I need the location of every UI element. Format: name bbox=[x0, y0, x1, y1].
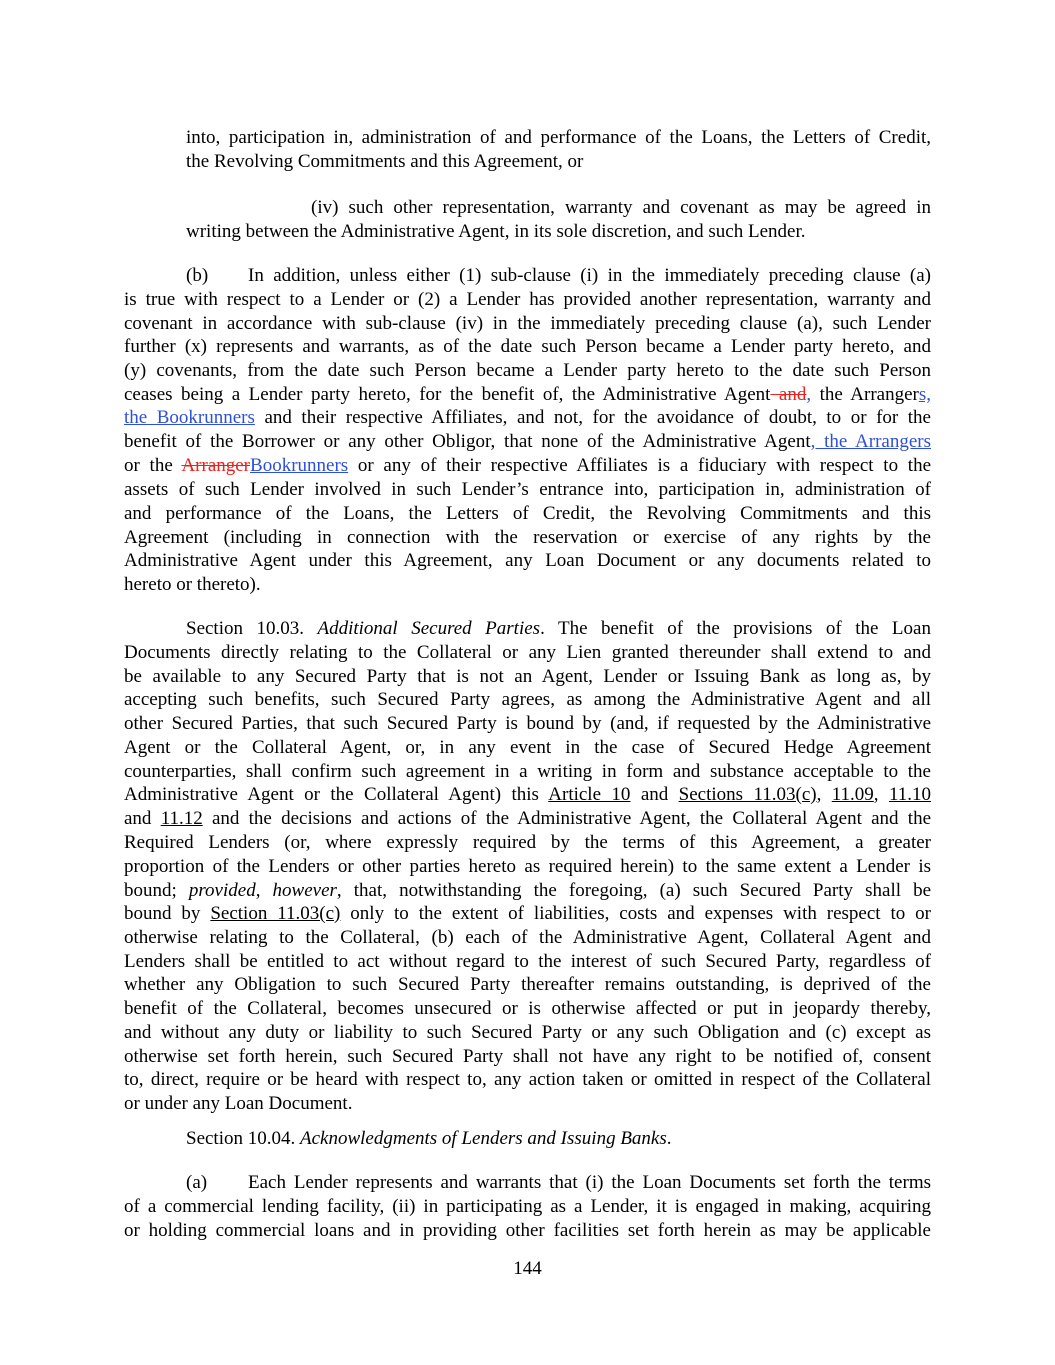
clause-b-line bbox=[124, 430, 931, 454]
inserted-text: s, bbox=[918, 384, 932, 405]
text-run: or the bbox=[124, 455, 182, 476]
section-10-03-heading-line bbox=[186, 617, 931, 641]
section-10-03-line bbox=[124, 783, 931, 807]
text-run: or under any Loan Document. bbox=[124, 1093, 353, 1114]
clause-b-line bbox=[124, 335, 931, 359]
section-10-03-line bbox=[124, 950, 931, 974]
text-run: Documents directly relating to the Collateral or any Lien granted thereunder shall extend to and bbox=[124, 642, 931, 663]
clause-a-line bbox=[248, 1171, 931, 1195]
text-run: whether any Obligation to such Secured Party thereafter remains outstanding, is deprived of the bbox=[124, 974, 931, 995]
cross-reference: Section 11.03(c) bbox=[210, 903, 341, 924]
text-run: or holding commercial loans and in providing other facilities set forth herein as may be applicable bbox=[124, 1220, 931, 1241]
text-run: writing between the Administrative Agent, in its sole discretion, and such Lender. bbox=[186, 221, 806, 242]
text-run: only to the extent of liabilities, costs and expenses with respect to or bbox=[340, 903, 932, 924]
paragraph-line bbox=[186, 126, 931, 150]
text-run: bound; bbox=[124, 880, 189, 901]
text-run: Each Lender represents and warrants that (i) the Loan Documents set forth the terms bbox=[248, 1172, 931, 1193]
clause-b-line bbox=[124, 406, 931, 430]
clause-b-line bbox=[124, 312, 931, 336]
section-10-03-line bbox=[124, 1092, 931, 1116]
clause-b-label: (b) bbox=[186, 265, 209, 286]
text-run: , bbox=[873, 784, 889, 805]
text-run: into, participation in, administration of and performance of the Loans, the Letters of Credit, bbox=[186, 127, 931, 148]
section-10-03-line bbox=[124, 1045, 931, 1069]
text-run: otherwise set forth herein, such Secured Party shall not have any right to be notified of, consent bbox=[124, 1046, 931, 1067]
text-run: and without any duty or liability to such Secured Party or any such Obligation and (c) except as bbox=[124, 1022, 931, 1043]
text-run: ceases being a Lender party hereto, for the benefit of, the Administrative Agent bbox=[124, 384, 771, 405]
clause-iv-line bbox=[311, 196, 931, 220]
clause-b-line bbox=[248, 264, 931, 288]
text-run: to, direct, require or be heard with respect to, any action taken or omitted in respect of the Collateral bbox=[124, 1069, 931, 1090]
section-10-03-line bbox=[124, 902, 931, 926]
text-run: and their respective Affiliates, and not, for the avoidance of doubt, to or for the bbox=[254, 407, 931, 428]
clause-b-line bbox=[124, 526, 931, 550]
text-run: further (x) represents and warrants, as of the date such Person became a Lender party hereto, and bbox=[124, 336, 931, 357]
text-run: (iv) such other representation, warranty and covenant as may be agreed in bbox=[311, 197, 931, 218]
deleted-text: and bbox=[770, 384, 807, 405]
inserted-text: , bbox=[806, 384, 812, 405]
text-run: , bbox=[816, 784, 832, 805]
clause-b-line bbox=[124, 478, 931, 502]
text-run: . The benefit of the provisions of the Loan bbox=[540, 618, 931, 639]
text-run: . bbox=[666, 1128, 672, 1149]
italic-term: however bbox=[272, 880, 337, 901]
text-run: (y) covenants, from the date such Person became a Lender party hereto to the date such Person bbox=[124, 360, 931, 381]
text-run: In addition, unless either (1) sub-clause (i) in the immediately preceding clause (a) bbox=[248, 265, 931, 286]
text-run: otherwise relating to the Collateral, (b) each of the Administrative Agent, Collateral Agent and bbox=[124, 927, 931, 948]
clause-a-line bbox=[124, 1195, 931, 1219]
section-10-03-line bbox=[124, 641, 931, 665]
text-run: be available to any Secured Party that is not an Agent, Lender or Issuing Bank as long as, by bbox=[124, 666, 931, 687]
inserted-text: , the Arrangers bbox=[810, 431, 931, 452]
section-10-03-line bbox=[124, 973, 931, 997]
clause-b-line bbox=[124, 359, 931, 383]
section-10-03-line bbox=[124, 807, 931, 831]
section-10-03-line bbox=[124, 1068, 931, 1092]
page-number: 144 bbox=[513, 1258, 542, 1279]
text-run: and the decisions and actions of the Administrative Agent, the Collateral Agent and the bbox=[202, 808, 932, 829]
text-run: is true with respect to a Lender or (2) a Lender has provided another representation, warranty and bbox=[124, 289, 931, 310]
clause-a-label: (a) bbox=[186, 1172, 208, 1193]
clause-b-line bbox=[124, 454, 931, 478]
text-run: the Arranger bbox=[811, 384, 919, 405]
text-run: Lenders shall be entitled to act without regard to the interest of such Secured Party, regardless of bbox=[124, 951, 931, 972]
text-run: , bbox=[255, 880, 273, 901]
text-run: and bbox=[124, 808, 161, 829]
section-title: Acknowledgments of Lenders and Issuing Banks bbox=[300, 1128, 667, 1149]
text-run: and bbox=[630, 784, 679, 805]
section-10-03-line bbox=[124, 855, 931, 879]
text-run: benefit of the Borrower or any other Obligor, that none of the Administrative Agent bbox=[124, 431, 811, 452]
text-run: accepting such benefits, such Secured Party agrees, as among the Administrative Agent and all bbox=[124, 689, 931, 710]
section-10-03-line bbox=[124, 665, 931, 689]
section-10-03-line bbox=[124, 879, 931, 903]
cross-reference: 11.10 bbox=[888, 784, 931, 805]
cross-reference: Sections 11.03(c) bbox=[678, 784, 817, 805]
section-10-03-line bbox=[124, 831, 931, 855]
section-number: Section 10.03. bbox=[186, 618, 318, 639]
clause-b-line bbox=[124, 549, 931, 573]
inserted-text: Bookrunners bbox=[250, 455, 349, 476]
section-title: Additional Secured Parties bbox=[317, 618, 541, 639]
text-run: Agent or the Collateral Agent, or, in any event in the case of Secured Hedge Agreement bbox=[124, 737, 931, 758]
italic-term: provided bbox=[188, 880, 256, 901]
cross-reference: Article 10 bbox=[548, 784, 631, 805]
text-run: benefit of the Collateral, becomes unsecured or is otherwise affected or put in jeopardy thereby, bbox=[124, 998, 931, 1019]
text-run: other Secured Parties, that such Secured Party is bound by (and, if requested by the Administrative bbox=[124, 713, 931, 734]
inserted-text: the Bookrunners bbox=[124, 407, 255, 428]
text-run: Administrative Agent under this Agreement, any Loan Document or any documents related to bbox=[124, 550, 931, 571]
clause-b-line bbox=[124, 288, 931, 312]
clause-a-line bbox=[124, 1219, 931, 1243]
section-10-03-line bbox=[124, 712, 931, 736]
text-run: , that, notwithstanding the foregoing, (a) such Secured Party shall be bbox=[336, 880, 932, 901]
clause-b-line bbox=[124, 502, 931, 526]
text-run: bound by bbox=[124, 903, 211, 924]
cross-reference: 11.09 bbox=[831, 784, 874, 805]
clause-b-line bbox=[124, 573, 931, 597]
clause-iv-line bbox=[186, 220, 931, 244]
section-10-03-line bbox=[124, 688, 931, 712]
text-run: proportion of the Lenders or other parties hereto as required herein) to the same extent a Lender is bbox=[124, 856, 931, 877]
text-run: assets of such Lender involved in such Lender’s entrance into, participation in, administration of bbox=[124, 479, 931, 500]
text-run: hereto or thereto). bbox=[124, 574, 261, 595]
text-run: covenant in accordance with sub-clause (iv) in the immediately preceding clause (a), such Lender bbox=[124, 313, 931, 334]
deleted-text: Arranger bbox=[181, 455, 251, 476]
clause-b-line bbox=[124, 383, 931, 407]
section-10-03-line bbox=[124, 1021, 931, 1045]
section-10-03-line bbox=[124, 736, 931, 760]
paragraph-line bbox=[186, 150, 931, 174]
text-run: Administrative Agent or the Collateral Agent) this bbox=[124, 784, 549, 805]
text-run: of a commercial lending facility, (ii) in participating as a Lender, it is engaged in making, acquiring bbox=[124, 1196, 931, 1217]
section-10-03-line bbox=[124, 760, 931, 784]
text-run: and performance of the Loans, the Letters of Credit, the Revolving Commitments and this bbox=[124, 503, 931, 524]
text-run: Required Lenders (or, where expressly required by the terms of this Agreement, a greater bbox=[124, 832, 931, 853]
cross-reference: 11.12 bbox=[160, 808, 203, 829]
section-10-03-line bbox=[124, 926, 931, 950]
text-run: or any of their respective Affiliates is a fiduciary with respect to the bbox=[348, 455, 932, 476]
text-run: counterparties, shall confirm such agreement in a writing in form and substance acceptable to the bbox=[124, 761, 931, 782]
section-10-04-heading bbox=[186, 1127, 672, 1151]
text-run: Agreement (including in connection with the reservation or exercise of any rights by the bbox=[124, 527, 931, 548]
section-10-03-line bbox=[124, 997, 931, 1021]
text-run: the Revolving Commitments and this Agreement, or bbox=[186, 151, 584, 172]
section-number: Section 10.04. bbox=[186, 1128, 300, 1149]
